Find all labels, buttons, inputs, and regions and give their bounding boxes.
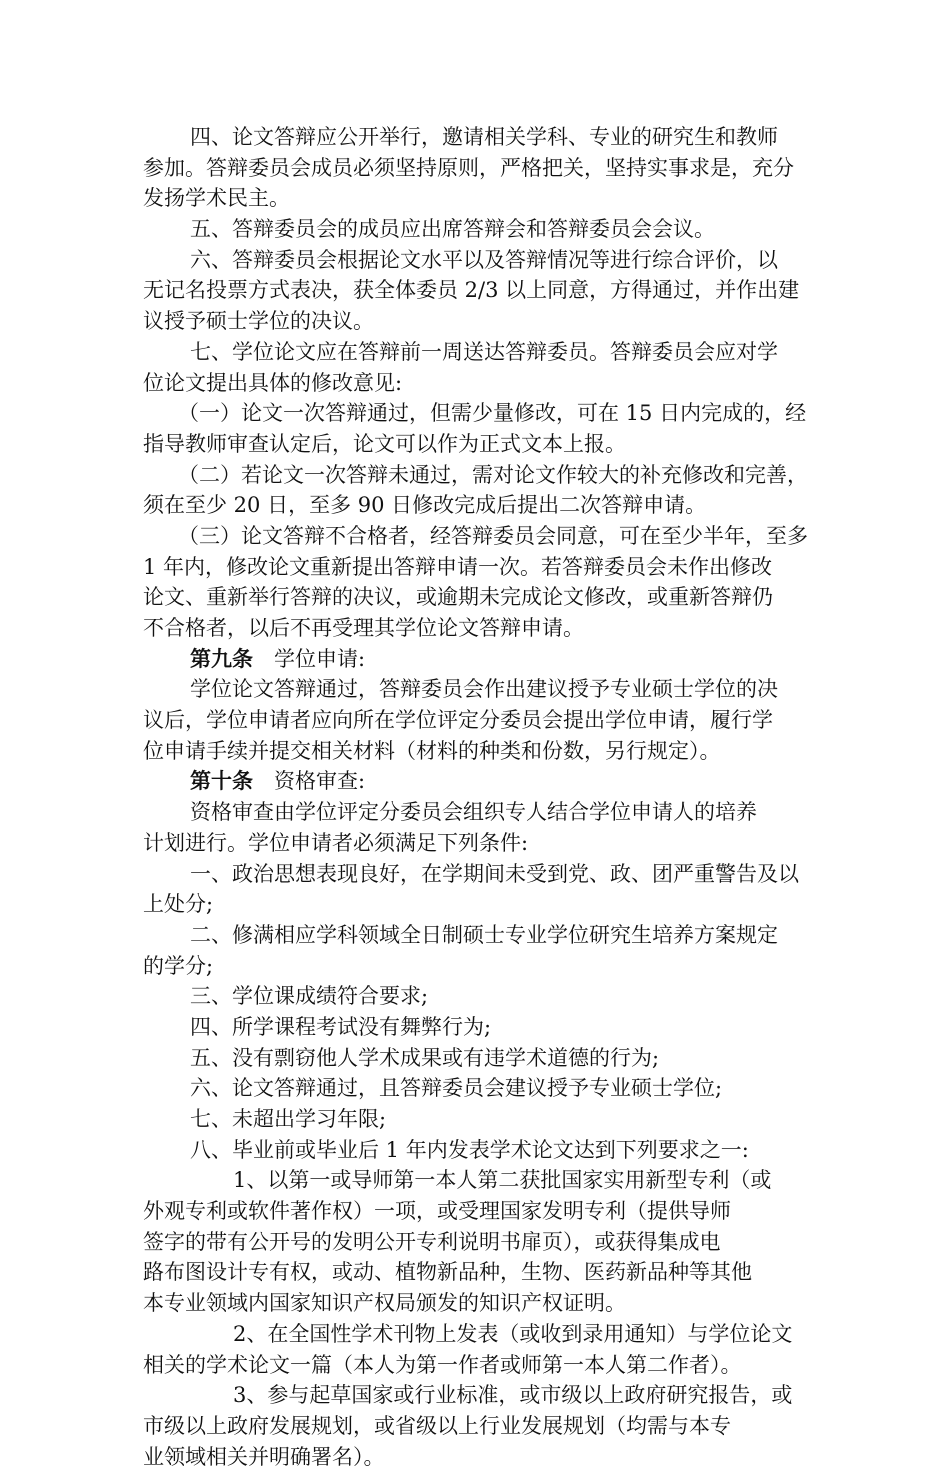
line-text: 七、未超出学习年限; xyxy=(190,1107,387,1131)
line-text: 不合格者，以后不再受理其学位论文答辩申请。 xyxy=(143,616,584,640)
text-line xyxy=(143,245,808,276)
text-line xyxy=(143,1350,808,1381)
line-text: 发扬学术民主。 xyxy=(143,186,290,211)
text-line xyxy=(143,889,808,920)
text-line xyxy=(143,183,808,214)
text-line xyxy=(143,1165,808,1196)
text-line xyxy=(143,1012,808,1043)
line-text: 本专业领域内国家知识产权局颁发的知识产权证明。 xyxy=(143,1291,626,1316)
line-text: 八、毕业前或毕业后 1 年内发表学术论文达到下列要求之一: xyxy=(190,1137,749,1162)
line-text: 3、参与起草国家或行业标准，或市级以上政府研究报告，或 xyxy=(233,1383,793,1408)
text-line xyxy=(143,674,808,705)
article-heading: 第十条 xyxy=(190,768,253,794)
text-line xyxy=(143,736,808,767)
line-text: 四、论文答辩应公开举行，邀请相关学科、专业的研究生和教师 xyxy=(190,125,778,149)
line-text: 六、论文答辩通过，且答辩委员会建议授予专业硕士学位; xyxy=(190,1076,723,1101)
text-line xyxy=(143,1104,808,1135)
text-line xyxy=(143,153,808,184)
text-line xyxy=(143,521,808,552)
line-text: 须在至少 20 日，至多 90 日修改完成后提出二次答辩申请。 xyxy=(143,493,707,518)
text-line xyxy=(143,552,808,583)
text-line xyxy=(143,644,808,675)
text-line xyxy=(143,859,808,890)
document-body xyxy=(143,122,808,1472)
text-line xyxy=(143,214,808,245)
line-text: 五、答辩委员会的成员应出席答辩会和答辩委员会会议。 xyxy=(190,217,715,242)
line-text: 六、答辩委员会根据论文水平以及答辩情况等进行综合评价，以 xyxy=(190,247,778,272)
line-text: 参加。答辩委员会成员必须坚持原则，严格把关，坚持实事求是，充分 xyxy=(143,155,794,180)
text-line xyxy=(143,1227,808,1258)
text-line xyxy=(143,828,808,859)
text-line xyxy=(143,1411,808,1442)
text-line xyxy=(143,490,808,521)
text-line xyxy=(143,368,808,399)
text-line xyxy=(143,1442,808,1472)
line-text: 七、学位论文应在答辩前一周送达答辩委员。答辩委员会应对学 xyxy=(190,339,778,364)
text-line xyxy=(143,306,808,337)
text-line xyxy=(143,705,808,736)
line-text: 相关的学术论文一篇（本人为第一作者或师第一本人第二作者）。 xyxy=(143,1352,742,1377)
line-text: 的学分; xyxy=(143,953,214,978)
line-text: （一）论文一次答辩通过，但需少量修改，可在 15 日内完成的，经 xyxy=(178,401,807,426)
line-text: 签字的带有公开号的发明公开专利说明书扉页），或获得集成电 xyxy=(143,1229,721,1254)
line-text: 位论文提出具体的修改意见: xyxy=(143,370,403,395)
line-text: 论文、重新举行答辩的决议，或逾期未完成论文修改，或重新答辩仍 xyxy=(143,585,773,610)
line-text: 资格审查: xyxy=(253,769,366,794)
text-line xyxy=(143,398,808,429)
line-text: 计划进行。学位申请者必须满足下列条件: xyxy=(143,830,529,855)
text-line xyxy=(143,1380,808,1411)
line-text: 学位论文答辩通过，答辩委员会作出建议授予专业硕士学位的决 xyxy=(190,677,778,702)
line-text: 三、学位课成绩符合要求; xyxy=(190,984,429,1009)
text-line xyxy=(143,122,808,153)
line-text: 资格审查由学位评定分委员会组织专人结合学位申请人的培养 xyxy=(190,800,757,825)
line-text: 四、所学课程考试没有舞弊行为; xyxy=(190,1014,492,1039)
text-line xyxy=(143,337,808,368)
text-line xyxy=(143,1288,808,1319)
text-line xyxy=(143,1073,808,1104)
text-line xyxy=(143,1043,808,1074)
line-text: （三）论文答辩不合格者，经答辩委员会同意，可在至少半年，至多 xyxy=(178,523,808,548)
line-text: 位申请手续并提交相关材料（材料的种类和份数，另行规定）。 xyxy=(143,738,721,763)
text-line xyxy=(143,951,808,982)
line-text: 学位申请: xyxy=(253,646,366,671)
line-text: 1、以第一或导师第一本人第二获批国家实用新型专利（或 xyxy=(233,1168,772,1193)
line-text: （二）若论文一次答辩未通过，需对论文作较大的补充修改和完善， xyxy=(178,462,808,487)
line-text: 1 年内，修改论文重新提出答辩申请一次。若答辩委员会未作出修改 xyxy=(143,554,773,579)
text-line xyxy=(143,1257,808,1288)
line-text: 一、政治思想表现良好，在学期间未受到党、政、团严重警告及以 xyxy=(190,861,799,886)
text-line xyxy=(143,582,808,613)
text-line xyxy=(143,920,808,951)
line-text: 议授予硕士学位的决议。 xyxy=(143,309,374,334)
text-line xyxy=(143,460,808,491)
line-text: 无记名投票方式表决，获全体委员 2/3 以上同意，方得通过，并作出建 xyxy=(143,278,800,303)
line-text: 议后，学位申请者应向所在学位评定分委员会提出学位申请，履行学 xyxy=(143,708,773,733)
line-text: 五、没有剽窃他人学术成果或有违学术道德的行为; xyxy=(190,1045,660,1070)
text-line xyxy=(143,797,808,828)
text-line xyxy=(143,275,808,306)
text-line xyxy=(143,766,808,797)
line-text: 二、修满相应学科领域全日制硕士专业学位研究生培养方案规定 xyxy=(190,922,778,947)
line-text: 市级以上政府发展规划，或省级以上行业发展规划（均需与本专 xyxy=(143,1413,731,1438)
line-text: 外观专利或软件著作权）一项，或受理国家发明专利（提供导师 xyxy=(143,1199,731,1224)
text-line xyxy=(143,429,808,460)
article-heading: 第九条 xyxy=(190,645,253,671)
text-line xyxy=(143,1319,808,1350)
text-line xyxy=(143,613,808,644)
text-line xyxy=(143,981,808,1012)
text-line xyxy=(143,1135,808,1166)
text-line xyxy=(143,1196,808,1227)
line-text: 业领域相关并明确署名）。 xyxy=(143,1444,385,1469)
line-text: 指导教师审查认定后，论文可以作为正式文本上报。 xyxy=(143,431,626,456)
line-text: 路布图设计专有权，或动、植物新品种，生物、医药新品种等其他 xyxy=(143,1260,752,1285)
line-text: 上处分; xyxy=(143,892,214,917)
line-text: 2、在全国性学术刊物上发表（或收到录用通知）与学位论文 xyxy=(233,1321,793,1346)
